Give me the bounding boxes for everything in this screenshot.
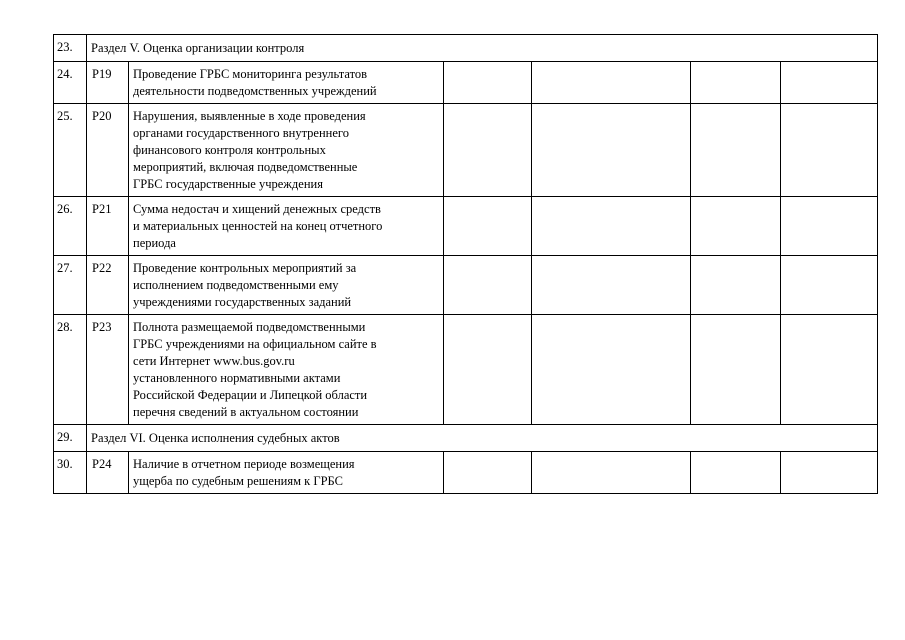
value-cell — [444, 256, 532, 315]
value-cell — [532, 62, 691, 104]
table-row — [54, 256, 878, 315]
value-cell — [781, 104, 878, 197]
indicator-code: P21 — [87, 197, 129, 256]
value-cell — [781, 197, 878, 256]
table-row — [54, 62, 878, 104]
indicator-code: P20 — [87, 104, 129, 197]
indicator-code: P24 — [87, 452, 129, 494]
row-number: 30. — [54, 452, 87, 494]
value-cell — [532, 104, 691, 197]
row-number: 28. — [54, 315, 87, 425]
value-cell — [691, 315, 781, 425]
table-row — [54, 197, 878, 256]
row-number: 23. — [54, 35, 87, 62]
section-title: Раздел VI. Оценка исполнения судебных актов — [87, 425, 878, 452]
value-cell — [781, 315, 878, 425]
value-cell — [691, 452, 781, 494]
value-cell — [532, 256, 691, 315]
indicator-description: Сумма недостач и хищений денежных средств и материальных ценностей на конец отчетного периода — [129, 197, 444, 256]
value-cell — [691, 197, 781, 256]
row-number: 24. — [54, 62, 87, 104]
indicator-description: Нарушения, выявленные в ходе проведения органами государственного внутреннего финансового контроля контрольных мероприятий, включая подведомственные ГРБС государственные учреждения — [129, 104, 444, 197]
value-cell — [781, 452, 878, 494]
table-row — [54, 104, 878, 197]
value-cell — [444, 197, 532, 256]
value-cell — [781, 62, 878, 104]
section-title: Раздел V. Оценка организации контроля — [87, 35, 878, 62]
value-cell — [532, 452, 691, 494]
indicator-description: Наличие в отчетном периоде возмещения ущерба по судебным решениям к ГРБС — [129, 452, 444, 494]
value-cell — [691, 104, 781, 197]
value-cell — [444, 315, 532, 425]
table-row — [54, 452, 878, 494]
value-cell — [691, 62, 781, 104]
row-number: 27. — [54, 256, 87, 315]
table-row — [54, 315, 878, 425]
indicator-code: P22 — [87, 256, 129, 315]
indicator-code: P19 — [87, 62, 129, 104]
section-row — [54, 35, 878, 62]
indicator-description: Проведение контрольных мероприятий за исполнением подведомственными ему учреждениями государственных заданий — [129, 256, 444, 315]
indicator-description: Полнота размещаемой подведомственными ГРБС учреждениями на официальном сайте в сети Интернет www.bus.gov.ru установленного нормативными актами Российской Федерации и Липецкой области перечня сведений в актуальном состоянии — [129, 315, 444, 425]
row-number: 29. — [54, 425, 87, 452]
row-number: 26. — [54, 197, 87, 256]
value-cell — [691, 256, 781, 315]
indicator-description: Проведение ГРБС мониторинга результатов деятельности подведомственных учреждений — [129, 62, 444, 104]
section-row — [54, 425, 878, 452]
indicator-code: P23 — [87, 315, 129, 425]
value-cell — [444, 62, 532, 104]
value-cell — [444, 104, 532, 197]
value-cell — [444, 452, 532, 494]
row-number: 25. — [54, 104, 87, 197]
indicator-table — [53, 34, 878, 494]
value-cell — [532, 197, 691, 256]
value-cell — [781, 256, 878, 315]
value-cell — [532, 315, 691, 425]
